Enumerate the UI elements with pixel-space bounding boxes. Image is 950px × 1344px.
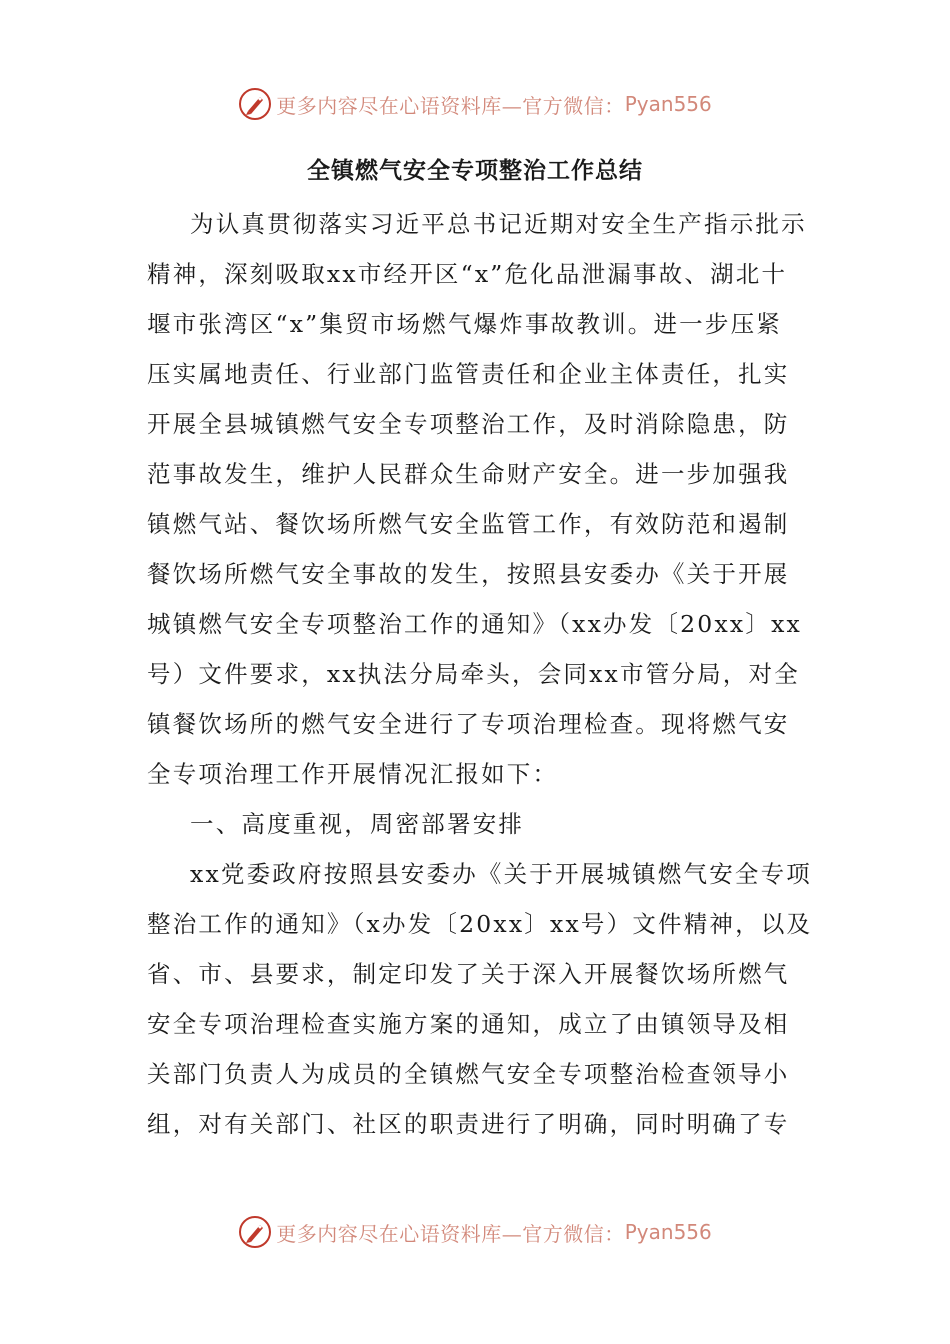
document-title: 全镇燃气安全专项整治工作总结 [307,158,643,184]
body-line: 组，对有关部门、社区的职责进行了明确，同时明确了专 [147,1110,790,1138]
body-line: 压实属地责任、行业部门监管责任和企业主体责任，扎实 [147,360,790,388]
body-line: 号）文件要求，xx执法分局牵头，会同xx市管分局，对全 [147,660,800,688]
body-line: 城镇燃气安全专项整治工作的通知》（xx办发〔20xx〕xx [147,610,802,638]
header-watermark [0,82,950,126]
wechat-id: Pyan556 [624,1220,712,1244]
promo-text: 更多内容尽在心语资料库—官方微信： [276,1221,625,1246]
body-line: 为认真贯彻落实习近平总书记近期对安全生产指示批示 [190,210,807,238]
body-line: 整治工作的通知》（x办发〔20xx〕xx号）文件精神，以及 [147,910,813,938]
body-line: 范事故发生，维护人民群众生命财产安全。进一步加强我 [147,460,790,488]
body-line: 全专项治理工作开展情况汇报如下： [147,760,559,788]
body-line: 省、市、县要求，制定印发了关于深入开展餐饮场所燃气 [147,960,790,988]
footer-watermark [0,1210,950,1254]
body-line: 开展全县城镇燃气安全专项整治工作，及时消除隐患，防 [147,410,790,438]
body-line: xx党委政府按照县安委办《关于开展城镇燃气安全专项 [190,860,813,888]
pen-nib-logo-icon [238,1215,272,1249]
body-line: 安全专项治理检查实施方案的通知，成立了由镇领导及相 [147,1010,790,1038]
section-heading: 一、高度重视，周密部署安排 [190,810,525,838]
body-line: 精神，深刻吸取xx市经开区“x”危化品泄漏事故、湖北十 [147,260,788,288]
body-line: 关部门负责人为成员的全镇燃气安全专项整治检查领导小 [147,1060,790,1088]
body-line: 镇燃气站、餐饮场所燃气安全监管工作，有效防范和遏制 [147,510,790,538]
pen-nib-logo-icon [238,87,272,121]
body-line: 餐饮场所燃气安全事故的发生，按照县安委办《关于开展 [147,560,790,588]
promo-text: 更多内容尽在心语资料库—官方微信： [276,93,625,118]
body-line: 堰市张湾区“x”集贸市场燃气爆炸事故教训。进一步压紧 [147,310,782,338]
wechat-id: Pyan556 [624,92,712,116]
body-line: 镇餐饮场所的燃气安全进行了专项治理检查。现将燃气安 [147,710,790,738]
